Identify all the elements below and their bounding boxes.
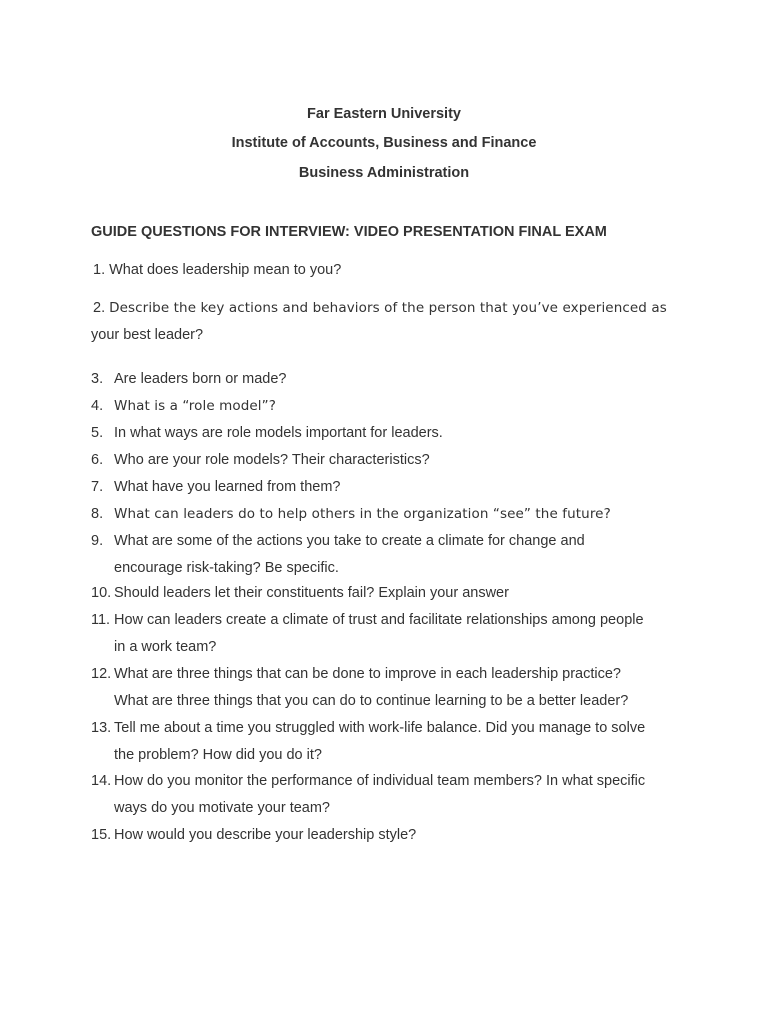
question-3 bbox=[91, 366, 691, 393]
institute-name: Institute of Accounts, Business and Finance bbox=[231, 135, 537, 151]
university-name: Far Eastern University bbox=[307, 106, 461, 122]
question-text: What can leaders do to help others in the organization “see” the future? bbox=[114, 506, 611, 522]
question-5 bbox=[91, 420, 691, 447]
question-9-continuation: encourage risk-taking? Be specific. bbox=[114, 560, 339, 576]
question-number: 10. bbox=[91, 585, 112, 601]
question-text: What are three things that can be done to improve in each leadership practice? bbox=[114, 666, 621, 682]
question-number: 15. bbox=[91, 827, 112, 843]
question-number: 12. bbox=[91, 666, 112, 682]
question-text: Describe the key actions and behaviors of the person that you’ve experienced as bbox=[109, 300, 667, 316]
question-11 bbox=[91, 607, 691, 634]
question-number: 7. bbox=[91, 479, 104, 495]
question-number: 2. bbox=[93, 300, 106, 316]
question-text: What have you learned from them? bbox=[114, 479, 341, 495]
question-text: What does leadership mean to you? bbox=[109, 262, 342, 278]
question-8 bbox=[91, 501, 691, 528]
question-number: 9. bbox=[91, 533, 104, 549]
question-13 bbox=[91, 715, 691, 742]
guide-title: GUIDE QUESTIONS FOR INTERVIEW: VIDEO PRESENTATION FINAL EXAM bbox=[91, 224, 607, 240]
question-text: Are leaders born or made? bbox=[114, 371, 287, 387]
question-14 bbox=[91, 768, 691, 795]
question-11-continuation: in a work team? bbox=[114, 639, 217, 655]
question-text: Who are your role models? Their characteristics? bbox=[114, 452, 430, 468]
question-number: 5. bbox=[91, 425, 104, 441]
question-2 bbox=[93, 299, 667, 317]
question-text: What is a “role model”? bbox=[114, 398, 277, 414]
question-number: 11. bbox=[91, 612, 111, 628]
question-number: 13. bbox=[91, 720, 112, 736]
question-12 bbox=[91, 661, 691, 688]
question-6 bbox=[91, 447, 691, 474]
question-text: How would you describe your leadership style? bbox=[114, 827, 417, 843]
question-12-continuation: What are three things that you can do to continue learning to be a better leader? bbox=[114, 693, 629, 709]
question-number: 8. bbox=[91, 506, 104, 522]
question-9 bbox=[91, 528, 691, 555]
question-text: How can leaders create a climate of trust and facilitate relationships among people bbox=[114, 612, 644, 628]
question-number: 14. bbox=[91, 773, 112, 789]
question-text: Tell me about a time you struggled with work-life balance. Did you manage to solve bbox=[114, 720, 646, 736]
question-7 bbox=[91, 474, 691, 501]
question-10 bbox=[91, 580, 691, 607]
question-number: 3. bbox=[91, 371, 104, 387]
question-1 bbox=[93, 261, 341, 279]
question-14-continuation: ways do you motivate your team? bbox=[114, 800, 330, 816]
question-13-continuation: the problem? How did you do it? bbox=[114, 747, 322, 763]
question-number: 4. bbox=[91, 398, 104, 414]
question-2-continuation: your best leader? bbox=[91, 327, 204, 343]
question-text: In what ways are role models important for leaders. bbox=[114, 425, 443, 441]
question-number: 6. bbox=[91, 452, 104, 468]
question-15 bbox=[91, 822, 691, 849]
question-text: What are some of the actions you take to create a climate for change and bbox=[114, 533, 585, 549]
program-name: Business Administration bbox=[298, 165, 470, 181]
question-text: Should leaders let their constituents fail? Explain your answer bbox=[114, 585, 509, 601]
question-4 bbox=[91, 393, 691, 420]
question-text: How do you monitor the performance of individual team members? In what specific bbox=[114, 773, 646, 789]
question-number: 1. bbox=[93, 262, 106, 278]
